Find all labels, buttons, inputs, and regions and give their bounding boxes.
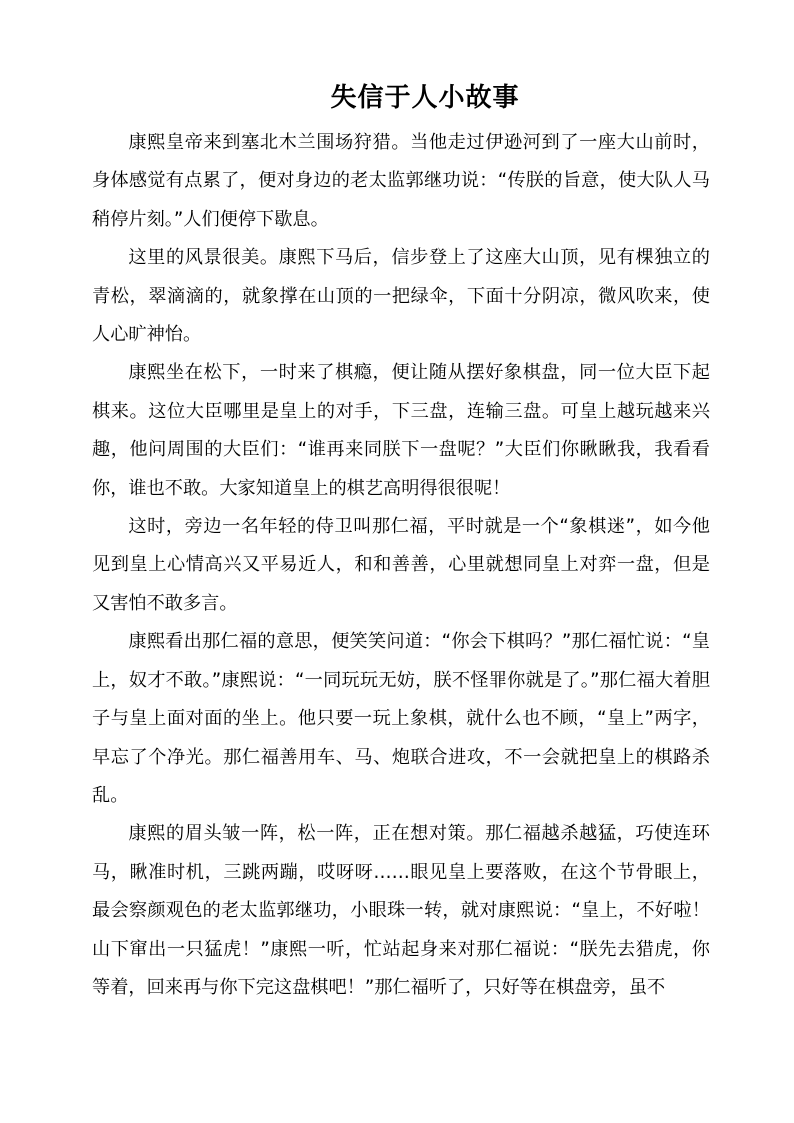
paragraph: 康熙坐在松下，一时来了棋瘾，便让随从摆好象棋盘，同一位大臣下起棋来。这位大臣哪里是皇上的对手，下三盘，连输三盘。可皇上越玩越来兴趣，他问周围的大臣们：“谁再来同朕下一盘呢？”大臣们你瞅瞅我，我看看你，谁也不敢。大家知道皇上的棋艺高明得很很呢！ <box>92 362 710 499</box>
paragraph: 康熙的眉头皱一阵，松一阵，正在想对策。那仁福越杀越猛，巧使连环马，瞅准时机，三跳两蹦，哎呀呀……眼见皇上要落败，在这个节骨眼上，最会察颜观色的老太监郭继功，小眼珠一转，就对康熙说：“皇上，不好啦！山下窜出一只猛虎！”康熙一听，忙站起身来对那仁福说：“朕先去猎虎，你等着，回来再与你下完这盘棋吧！”那仁福听了，只好等在棋盘旁，虽不 <box>92 823 710 998</box>
paragraph: 这里的风景很美。康熙下马后，信步登上了这座大山顶，见有棵独立的青松，翠滴滴的，就象撑在山顶的一把绿伞，下面十分阴凉，微风吹来，使人心旷神怡。 <box>92 247 710 346</box>
story-body <box>92 124 710 1007</box>
paragraph: 康熙皇帝来到塞北木兰围场狩猎。当他走过伊逊河到了一座大山前时，身体感觉有点累了，便对身边的老太监郭继功说：“传朕的旨意，使大队人马稍停片刻。”人们便停下歇息。 <box>92 132 710 230</box>
document-title: 失信于人小故事 <box>330 83 520 113</box>
paragraph: 康熙看出那仁福的意思，便笑笑问道：“你会下棋吗？”那仁福忙说：“皇上，奴才不敢。”康熙说：“一同玩玩无妨，朕不怪罪你就是了。”那仁福大着胆子与皇上面对面的坐上。他只要一玩上象棋，就什么也不顾，“皇上”两字，早忘了个净光。那仁福善用车、马、炮联合进攻，不一会就把皇上的棋路杀乱。 <box>92 631 710 806</box>
paragraph: 这时，旁边一名年轻的侍卫叫那仁福，平时就是一个“象棋迷”，如今他见到皇上心情高兴又平易近人，和和善善，心里就想同皇上对弈一盘，但是又害怕不敢多言。 <box>92 516 710 614</box>
